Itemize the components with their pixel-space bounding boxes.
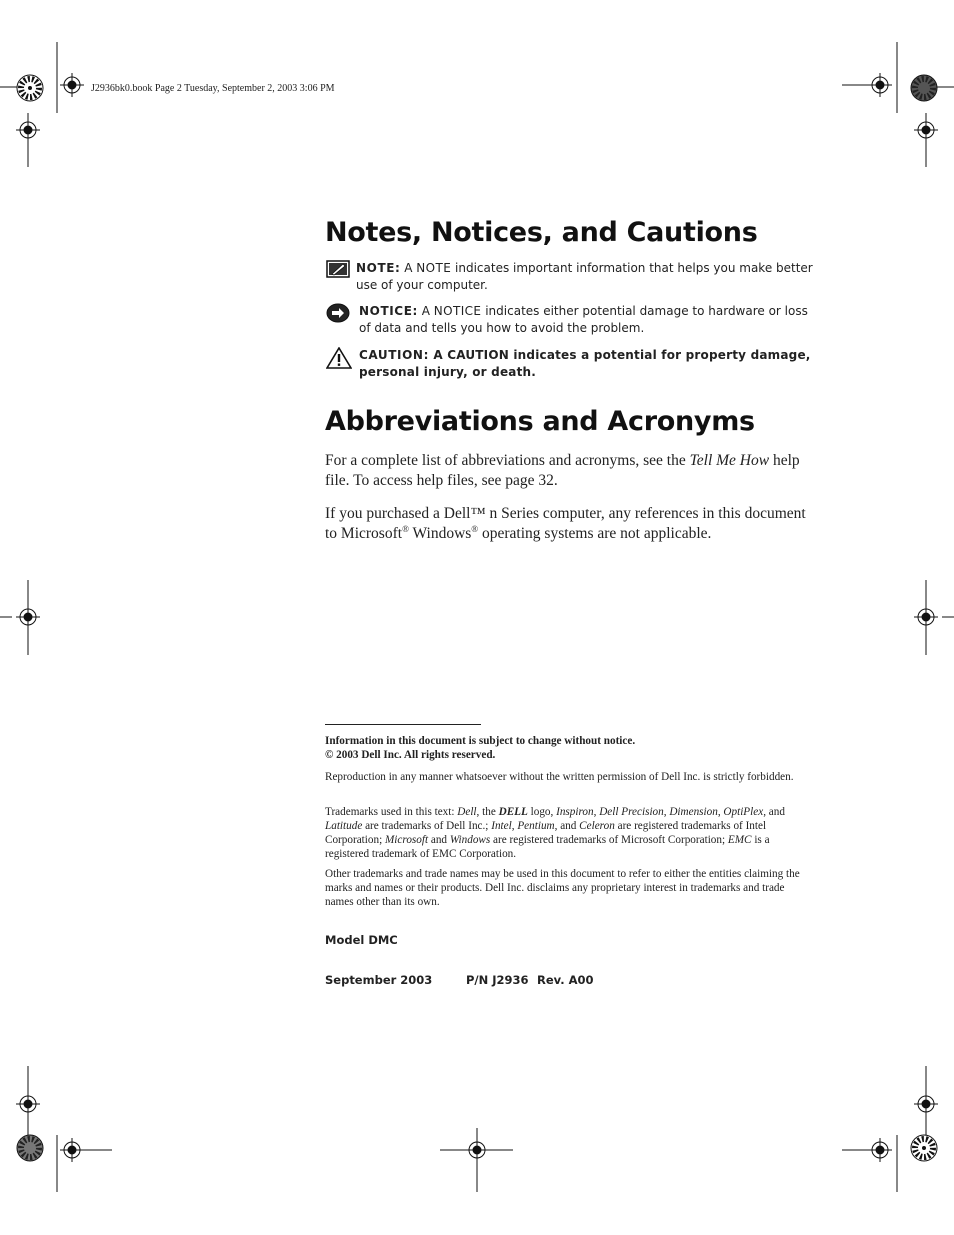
tm-text: , [511, 820, 518, 832]
abbrev-paragraph-2 [325, 504, 820, 544]
note-callout [326, 260, 816, 296]
tm-precision: Dell Precision [599, 806, 664, 818]
tm-intel: Intel [491, 820, 512, 832]
para2-a: If you purchased a Dell™ n Series computer, any references in this document to Microsoft [325, 505, 806, 542]
note-keyword: NOTE [416, 261, 452, 275]
tm-text: , and [554, 820, 580, 832]
legal-notice [325, 734, 815, 762]
copyright-line: © 2003 Dell Inc. All rights reserved. [325, 749, 496, 761]
para2-b: Windows [408, 525, 472, 542]
abbrev-paragraph-1 [325, 451, 820, 491]
para1-post: help file. To access help files, see page 32. [325, 452, 800, 489]
tm-celeron: Celeron [579, 820, 615, 832]
tm-text: Trademarks used in this text: [325, 806, 458, 818]
tm-text: are registered trademarks of Intel Corporation; [325, 820, 767, 846]
tm-text: are registered trademarks of Microsoft Corporation; [490, 834, 728, 846]
trademarks-notice [325, 805, 815, 861]
tm-pentium: Pentium [517, 820, 555, 832]
notes-section-title: Notes, Notices, and Cautions [325, 217, 758, 248]
tm-text: , [663, 806, 670, 818]
tm-dell-logo: DELL [498, 806, 528, 818]
notice-keyword: NOTICE [433, 304, 482, 318]
tm-emc: EMC [727, 834, 752, 846]
tm-dimension: Dimension [669, 806, 718, 818]
tm-windows: Windows [449, 834, 491, 846]
part-number: P/N J2936 [466, 973, 529, 987]
tm-microsoft: Microsoft [384, 834, 429, 846]
registered-mark: ® [471, 523, 479, 534]
other-trademarks-notice: Other trademarks and trade names may be used in this document to refer to either the entities claiming the marks and names or their products. Dell Inc. disclaims any proprietary interest in trademarks and trade names other than its own. [325, 868, 800, 908]
reproduction-notice: Reproduction in any manner whatsoever without the written permission of Dell Inc. is strictly forbidden. [325, 771, 794, 783]
publication-date: September 2003 [325, 973, 433, 987]
tm-text: , the [476, 806, 499, 818]
legal-line-1: Information in this document is subject to change without notice. [325, 735, 636, 747]
tm-inspiron: Inspiron [556, 806, 594, 818]
notice-text: indicates either potential damage to hardware or loss of data and tells you how to avoid the problem. [359, 304, 808, 335]
tell-me-how-link-text: Tell Me How [689, 452, 770, 469]
tm-dell: Dell [457, 806, 477, 818]
caution-label: CAUTION: [359, 348, 429, 362]
notice-label: NOTICE: [359, 304, 418, 318]
tm-text: and [428, 834, 450, 846]
note-text: indicates important information that helps you make better use of your computer. [356, 261, 813, 292]
tm-latitude: Latitude [325, 820, 363, 832]
caution-text: A CAUTION indicates a potential for property damage, personal injury, or death. [359, 348, 811, 379]
tm-text: , and [763, 806, 785, 818]
tm-text: , [593, 806, 600, 818]
notice-arrow-icon [326, 303, 350, 328]
tm-text: is a registered trademark of EMC Corporation. [325, 834, 770, 860]
para2-c: operating systems are not applicable. [478, 525, 712, 542]
note-pencil-icon [326, 260, 350, 283]
notice-pre: A [417, 304, 434, 318]
registered-mark: ® [402, 523, 409, 534]
caution-callout [326, 347, 816, 383]
note-pre: A [400, 261, 417, 275]
tm-text: , [717, 806, 724, 818]
para1-pre: For a complete list of abbreviations and acronyms, see the [325, 452, 690, 469]
tm-text: logo, [527, 806, 557, 818]
note-label: NOTE: [356, 261, 401, 275]
tm-text: are trademarks of Dell Inc.; [362, 820, 492, 832]
footnote-divider [325, 724, 481, 725]
notice-callout [326, 303, 816, 339]
revision: Rev. A00 [537, 973, 594, 987]
abbrev-section-title: Abbreviations and Acronyms [325, 406, 755, 437]
model-number: Model DMC [325, 933, 398, 947]
book-header-line: J2936bk0.book Page 2 Tuesday, September 2, 2003 3:06 PM [91, 83, 335, 94]
tm-optiplex: OptiPlex [723, 806, 764, 818]
caution-triangle-icon [326, 347, 352, 374]
